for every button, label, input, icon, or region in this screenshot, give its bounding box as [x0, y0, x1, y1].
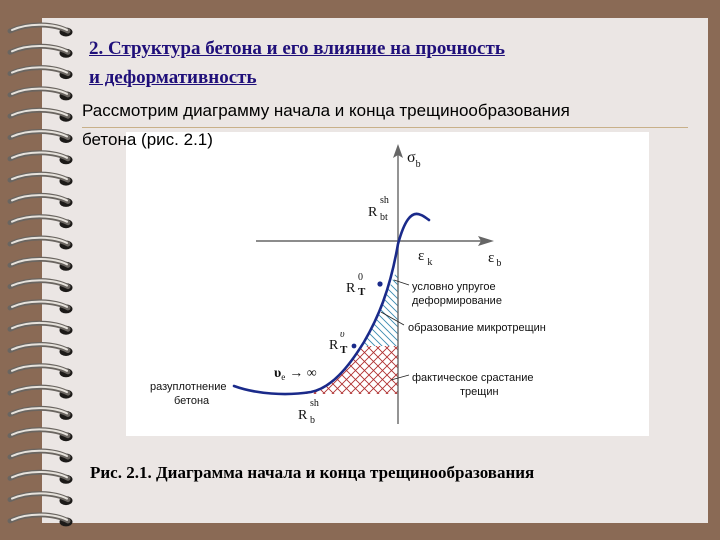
binding-ring	[10, 46, 73, 58]
slide-title-line-2: и деформативность	[89, 67, 257, 88]
r-t0-label: R 0 T	[346, 272, 366, 298]
figure-caption: Рис. 2.1. Диаграмма начала и конца трещинообразования	[90, 463, 535, 482]
binding-ring	[10, 174, 73, 186]
intro-text-line-2: бетона (рис. 2.1)	[82, 130, 213, 149]
binding-ring	[10, 429, 73, 441]
binding-ring	[10, 131, 73, 143]
binding-ring	[10, 408, 73, 420]
binding-ring	[10, 515, 73, 527]
divider-line	[82, 127, 688, 128]
binding-ring	[10, 472, 73, 484]
binding-ring	[10, 323, 73, 335]
binding-ring	[10, 387, 73, 399]
x-axis-label: ε $_b$	[488, 250, 502, 269]
slide-title-line-1: 2. Структура бетона и его влияние на прочность	[89, 38, 505, 59]
binding-ring	[10, 67, 73, 79]
binding-ring	[10, 280, 73, 292]
label-elastic-line-2: деформирование	[412, 295, 502, 307]
figure-2-1	[126, 132, 649, 436]
r-b-sh-label: R sh b	[298, 398, 319, 426]
label-elastic-line-1: условно упругое	[412, 281, 496, 293]
binding-ring	[10, 493, 73, 505]
r-tv-label: R υ T	[329, 329, 348, 356]
binding-ring	[10, 366, 73, 378]
spiral-binding	[0, 0, 90, 540]
binding-ring	[10, 153, 73, 165]
eps-k-label: ε $_k$	[418, 248, 433, 268]
binding-ring	[10, 302, 73, 314]
y-axis-label: $\sigma_b$	[407, 149, 421, 170]
point-r-t0	[377, 281, 382, 286]
label-decompaction-line-1: разуплотнение	[150, 381, 227, 393]
label-microcracks: образование микротрещин	[408, 322, 546, 334]
binding-ring	[10, 195, 73, 207]
binding-ring	[10, 110, 73, 122]
label-crack-growth-line-2: трещин	[460, 386, 499, 398]
intro-text-line-1: Рассмотрим диаграмму начала и конца трещинообразования	[82, 101, 570, 120]
r-bt-sh-label: R sh bt	[368, 195, 389, 223]
label-crack-growth-line-1: фактическое срастание	[412, 372, 534, 384]
label-decompaction-line-2: бетона	[174, 395, 210, 407]
binding-ring	[10, 216, 73, 228]
binding-ring	[10, 344, 73, 356]
binding-ring	[10, 238, 73, 250]
point-r-tv	[352, 344, 357, 349]
stress-strain-diagram	[126, 132, 649, 436]
binding-ring	[10, 25, 73, 37]
binding-ring	[10, 451, 73, 463]
binding-ring	[10, 259, 73, 271]
binding-ring	[10, 89, 73, 101]
velocity-label: $\upsilon_e$ → ∞	[274, 366, 317, 382]
